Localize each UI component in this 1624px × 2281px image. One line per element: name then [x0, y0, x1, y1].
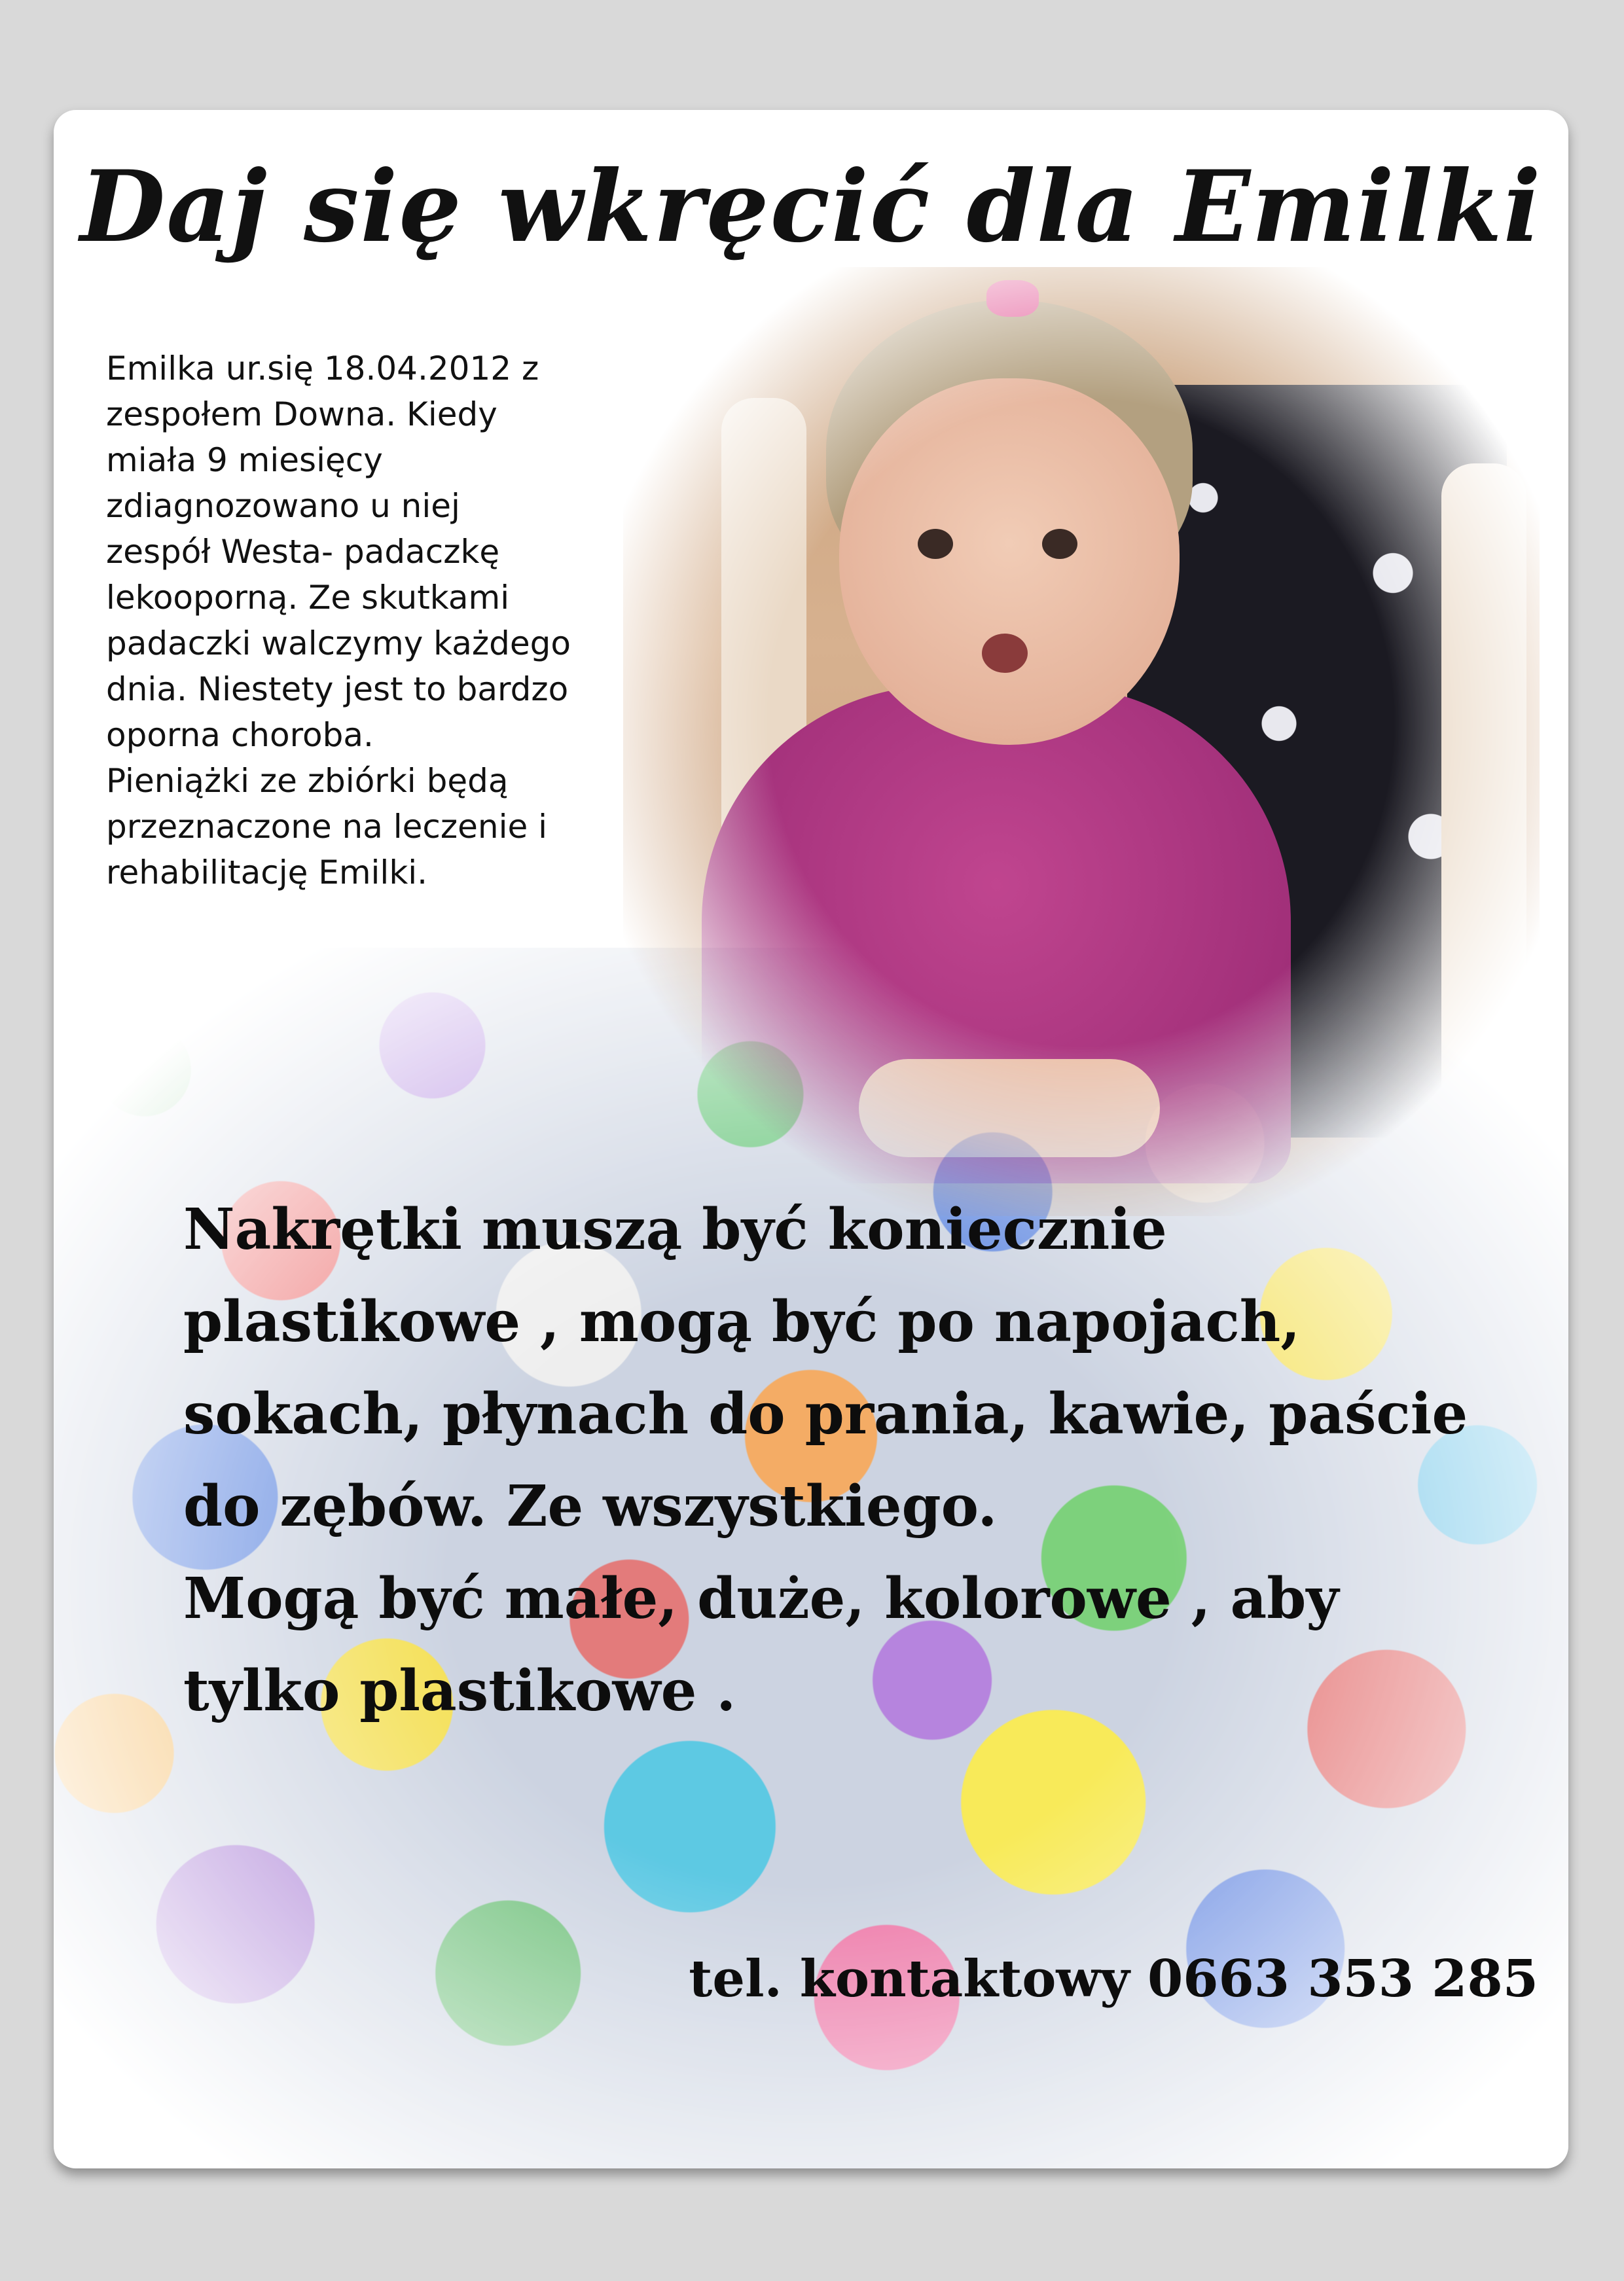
child-photo — [623, 267, 1540, 1216]
chair-frame-right — [1441, 463, 1526, 1183]
intro-paragraph: Emilka ur.się 18.04.2012 z zespołem Downa. Kiedy miała 9 miesięcy zdiagnozowano u niej zespół Westa- padaczkę lekooporną. Ze skutkami padaczki walczymy każdego dnia. Niestety jest to bardzo oporna choroba. Pieniążki ze zbiórki będą przeznaczone na leczenie i rehabilitację Emilki. — [106, 350, 571, 891]
child-eye-left — [918, 529, 953, 559]
poster — [54, 110, 1568, 2168]
child-eye-right — [1042, 529, 1077, 559]
child-hands — [859, 1059, 1160, 1157]
contact-phone: tel. kontaktowy 0663 353 285 — [689, 1949, 1538, 2009]
caps-info-paragraph: Nakrętki muszą być koniecznie plastikowe , mogą być po napojach, sokach, płynach do prania, kawie, paście do zębów. Ze wszystkiego. Mogą być małe, duże, kolorowe , aby tylko plastikowe . — [183, 1196, 1468, 1724]
child-mouth — [982, 634, 1028, 673]
hair-tie — [986, 280, 1039, 317]
child-face — [839, 378, 1180, 745]
poster-title: Daj się wkręcić dla Emilki — [80, 149, 1542, 264]
